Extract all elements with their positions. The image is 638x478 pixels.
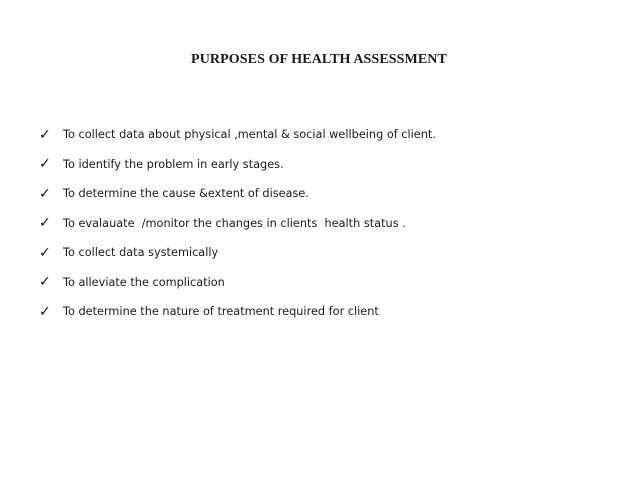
list-item-text: To collect data about physical ,mental & social wellbeing of client.: [63, 128, 436, 142]
checkmark-icon: ✓: [39, 185, 51, 202]
list-item: [39, 209, 619, 239]
list-item: [39, 120, 619, 150]
list-item-text: To collect data systemically: [63, 246, 219, 260]
page-title: PURPOSES OF HEALTH ASSESSMENT: [191, 52, 447, 67]
checkmark-icon: ✓: [39, 274, 51, 291]
checkmark-icon: ✓: [39, 303, 51, 320]
list-item-text: To identify the problem in early stages.: [63, 157, 284, 171]
checkmark-icon: ✓: [39, 126, 51, 143]
list-item-text: To alleviate the complication: [63, 275, 225, 289]
bullet-list: [39, 120, 619, 327]
list-item: [39, 268, 619, 298]
list-item-text: To determine the nature of treatment required for client: [63, 305, 379, 319]
list-item: [39, 238, 619, 268]
list-item-text: To evalauate /monitor the changes in clients health status .: [63, 216, 406, 230]
checkmark-icon: ✓: [39, 244, 51, 261]
list-item: [39, 297, 619, 327]
list-item-text: To determine the cause &extent of disease.: [63, 187, 309, 201]
list-item: [39, 150, 619, 180]
checkmark-icon: ✓: [39, 156, 51, 173]
checkmark-icon: ✓: [39, 215, 51, 232]
list-item: [39, 179, 619, 209]
